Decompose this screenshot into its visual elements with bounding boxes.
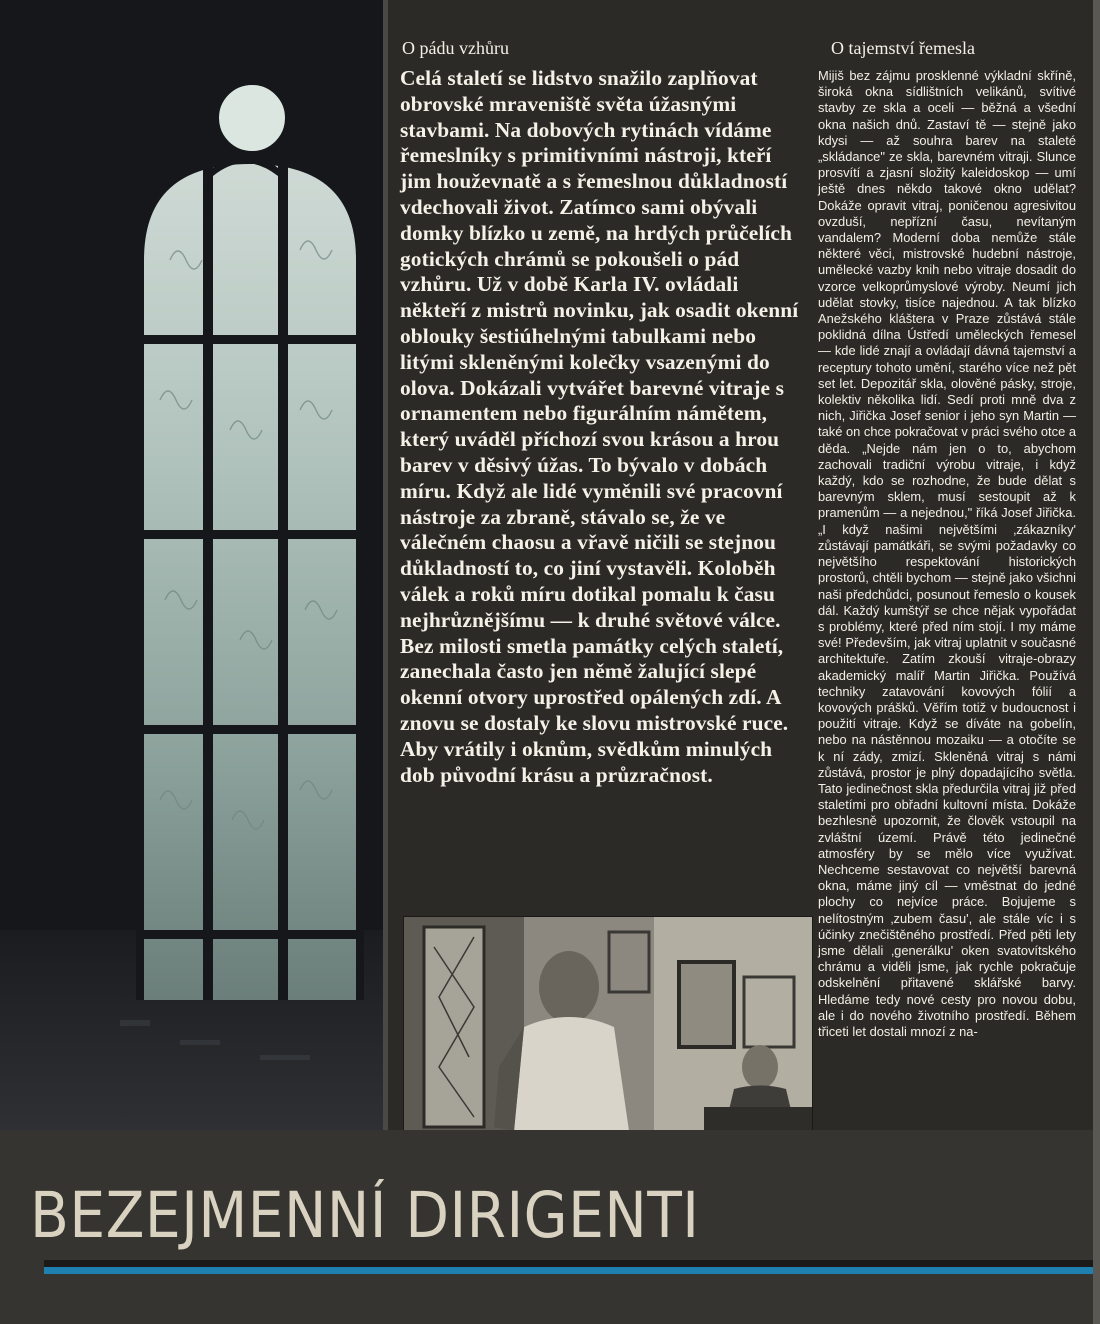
fold-line xyxy=(383,0,388,1324)
lead-text xyxy=(400,66,804,788)
section-heading-right: O tajemství řemesla xyxy=(831,38,975,58)
title-rule-blue xyxy=(44,1267,1100,1274)
article-title: BEZEJMENNÍ DIRIGENTI xyxy=(30,1179,700,1252)
window-illustration xyxy=(0,0,388,1130)
workshop-illustration xyxy=(404,917,812,1131)
page-right-edge xyxy=(1093,0,1100,1324)
section-heading-left: O pádu vzhůru xyxy=(402,38,509,58)
lead-paragraph: Celá staletí se lidstvo snažilo zaplňovat obrovské mraveniště světa úžasnými stavbami. Na dobových rytinách vídáme řemeslníky s primitivními nástroji, kteří jim houževnatě a s řemeslnou důkladností vdechovali život. Zatímco sami obývali domky blízko u země, na hrdých průčelích gotických chrámů se pokoušeli o pád vzhůru. Už v době Karla IV. ovládali někteří z mistrů novinku, jak osadit okenní oblouky šestiúhelnými tabulkami nebo litými skleněnými kolečky vsazenými do olova. Dokázali vytvářet barevné vitraje s ornamentem nebo figurálním námětem, který uváděl příchozí svou krásou a hrou barev v děsivý úžas. To bývalo v dobách míru. Když ale lidé vyměnili své pracovní nástroje za zbraně, stávalo se, že ve válečném chaosu a vřavě ničili se stejnou důkladností to, co jiní vystavěli. Koloběh válek a roků míru dotikal pomalu k času nejhrůznějšímu — k druhé světové válce. Bez milosti smetla památky celých staletí, zanechala často jen němě žalující slepé okenní otvory uprostřed opálených zdí. A znovu se dostaly ke slovu mistrovské ruce. Aby vrátily i oknům, svědkům minulých dob původní krásu a průzračnost. xyxy=(400,66,799,787)
workshop-photo xyxy=(403,916,813,1132)
side-column-paragraph: Mijiš bez zájmu prosklenné výkladní skříně, široká okna sídlištních velikánů, svítivé stavby ze skla a oceli — běžná a všední okna našich dnů. Zastaví tě — stejně jako kdysi — až souhra barev na staleté „skládance" ze skla, barevném vitraji. Slunce prosvítí a zjasní složitý kaleidoskop — umí ještě dnes někdo takové okno udělat? Dokáže opravit vitraj, poničenou agresivitou ovzduší, nepřízní času, nevítaným vandalem? Moderní doba nemůže stále některé věci, mistrovské hudební nástroje, umělecké vazby knih nebo vitraje dosadit do vzorce velkoprůmyslové výroby. Neumí jich udělat stovky, tisíce najednou. A tak blízko Anežského kláštera v Praze zůstává stále poklidná dílna Ústředí uměleckých řemesel — kde lidé znají a ovládají dávná tajemství a receptury tohoto umění, starého více než pět set let. Depozitář skla, olověné pásky, stroje, kolektiv několika lidí. Sedí proti mně dva z nich, Jiřička Josef senior i jeho syn Martin — také on chce pokračovat v práci svého otce a děda. „Nejde nám jen o to, abychom zachovali tradiční výrobu vitraje, i když každý, kdo se rozhodne, že bude dělat s barevným sklem, musí sestoupit až k pramenům — a nejednou," říká Josef Jiřička. „I když našimi největšími ‚zákazníky' zůstávají památkáři, se svými požadavky co největšího respektování historických prostorů, chtěli bychom — stejně jako všichni naši předchůdci, posunout řemeslo o kousek dál. Každý kumštýř se chce nějak vypořádat s problémy, které před ním stojí. I my máme své! Především, jak vitraj uplatnit v současné architektuře. Zatím zkouší vitraje-obrazy akademický malíř Martin Jiřička. Používá techniky zatavování kovových fólií a kovových prášků. Věřím totiž v budoucnost i použití vitraje. Když se díváte na gobelín, nebo na nástěnnou mozaiku — a otočíte se k ní zády, zmizí. Skleněná vitraj s námi zůstává, prostor je plný dopadajícího světla. Tato jedinečnost skla předurčila vitraj již před staletími pro obřadní kultovní místa. Dokáže bezhlesně upozornit, že člověk vstoupil na zvláštní území. Právě této jedinečné atmosféry by se mělo více využívat. Nechceme sestavovat co největší barevná okna, máme jiný cíl — vměstnat do jedné plochy co nejvíce práce. Bojujeme s nelítostným ‚zubem času', ale stále víc i s účinky znečištěného prostředí. Před pěti lety jsme dělali ‚generálku' oken svatovítského chrámu a viděli jsme, jak rychle pokračuje odskelnění přitavené sklářské barvy. Hledáme tedy nové cesty pro novou dobu, ale i do nového životního prostředí. Během třiceti let dostali mnozí z na- xyxy=(818,68,1076,1039)
title-rule-dark xyxy=(44,1260,1100,1267)
stained-glass-window-photo xyxy=(0,0,388,1130)
side-column-text xyxy=(818,68,1076,1040)
